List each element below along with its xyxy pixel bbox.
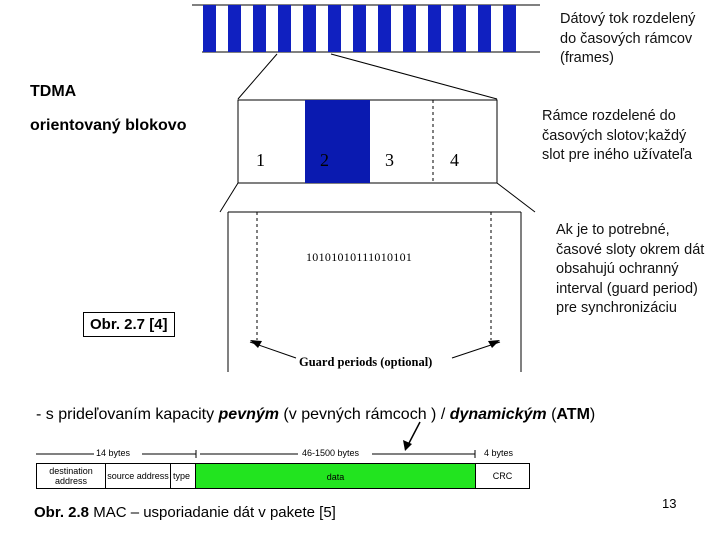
packet-field-source: source address — [105, 463, 171, 489]
stream-stripe — [503, 5, 516, 52]
packet-field-destination: destination address — [36, 463, 106, 489]
zoom-line-right-2 — [497, 183, 535, 212]
stream-stripe — [278, 5, 291, 52]
slot-label-1: 1 — [256, 150, 265, 170]
packet-field-crc: CRC — [475, 463, 530, 489]
tdma-title: TDMA — [30, 83, 77, 100]
packet-header-data-bytes: 46-1500 bytes — [302, 448, 360, 458]
slot-label-3: 3 — [385, 150, 394, 170]
slot-label-4: 4 — [450, 150, 459, 170]
stream-stripe — [228, 5, 241, 52]
tdma-subtitle: orientovaný blokovo — [30, 117, 187, 134]
packet-field-data: data — [195, 463, 476, 489]
packet-header-4-bytes: 4 bytes — [484, 448, 514, 458]
pointer-arrow — [408, 422, 420, 445]
note-frames: Dátový tok rozdelený do časových rámcov (frames) — [560, 11, 696, 66]
packet-header-14-bytes: 14 bytes — [96, 448, 131, 458]
stream-stripe — [328, 5, 341, 52]
figure-2-7-caption: Obr. 2.7 [4] — [83, 312, 175, 337]
bullet-fixed: pevným — [218, 406, 279, 423]
packet-field-type: type — [170, 463, 196, 489]
note-guard: Ak je to potrebné, časové sloty okrem dát obsahujú ochranný interval (guard period) pre synchronizáciu — [556, 222, 705, 316]
bullet-prefix: - s prideľovaním kapacity — [36, 406, 219, 423]
zoom-line-right — [331, 54, 497, 99]
slot-label-2: 2 — [320, 150, 329, 170]
stream-stripe — [378, 5, 391, 52]
slot-bit-pattern: 10101010111010101 — [306, 250, 413, 264]
stream-stripe — [428, 5, 441, 52]
stream-stripe — [478, 5, 491, 52]
data-stream-bar — [192, 5, 540, 52]
figure-2-8-caption — [34, 504, 336, 521]
figure-2-8-text: MAC – usporiadanie dát v pakete [5] — [89, 504, 336, 521]
zoom-line-left — [238, 54, 277, 99]
stream-stripe — [353, 5, 366, 52]
bullet-dynamic: dynamickým — [449, 406, 547, 423]
stream-stripe — [253, 5, 266, 52]
slot-detail-box — [228, 212, 521, 372]
stream-stripe — [403, 5, 416, 52]
bullet-atm: ATM — [556, 406, 590, 423]
bullet-atm-open: ( — [546, 406, 557, 423]
stream-stripe — [303, 5, 316, 52]
bullet-atm-close: ) — [589, 406, 596, 423]
stream-stripes — [203, 5, 516, 52]
note-slots: Rámce rozdelené do časových slotov;každý slot pre iného užívateľa — [542, 108, 693, 163]
bullet-middle: (v pevných rámcoch ) / — [278, 406, 450, 423]
stream-stripe — [203, 5, 216, 52]
guard-period-label: Guard periods (optional) — [299, 355, 433, 369]
page-number: 13 — [662, 496, 677, 511]
capacity-allocation-text — [36, 406, 595, 424]
highlighted-slot-fill — [305, 100, 370, 183]
figure-2-8-number: Obr. 2.8 — [34, 504, 90, 521]
zoom-line-left-2 — [220, 183, 238, 212]
stream-stripe — [453, 5, 466, 52]
